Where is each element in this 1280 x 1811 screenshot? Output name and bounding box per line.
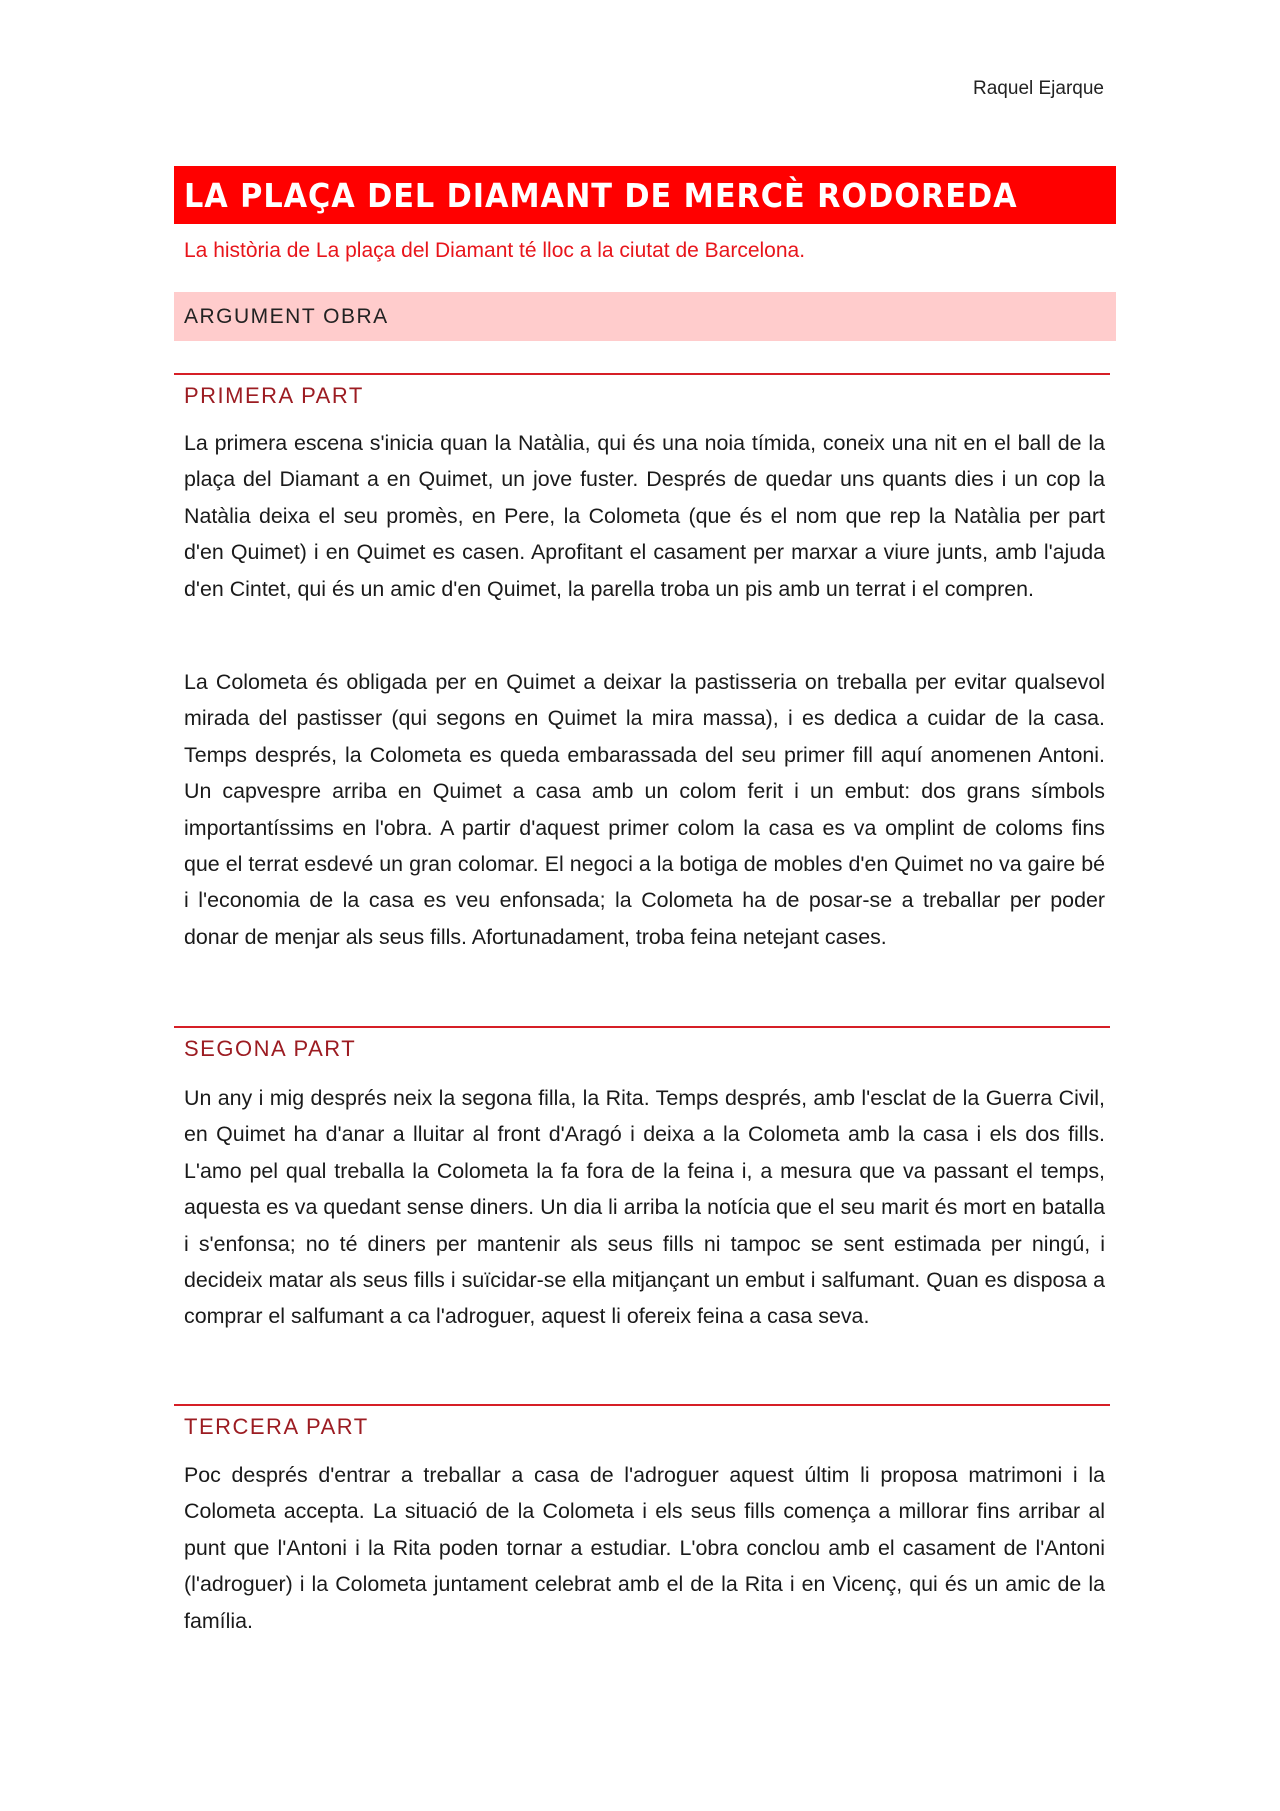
title-banner	[174, 166, 1116, 224]
document-title: LA PLAÇA DEL DIAMANT DE MERCÈ RODOREDA	[184, 175, 1018, 215]
section-heading-tercera	[174, 1404, 1110, 1440]
paragraph-tercera-1: Poc després d'entrar a treballar a casa de l'adroguer aquest últim li proposa matrimoni i la Colometa accepta. La situació de la Colometa i els seus fills comença a millorar fins arribar al punt que l'Antoni i la Rita poden tornar a estudiar. L'obra conclou amb el casament de l'Antoni (l'adroguer) i la Colometa juntament celebrat amb el de la Rita i en Vicenç, qui és un amic de la família.	[184, 1463, 1105, 1633]
argument-heading: ARGUMENT OBRA	[184, 304, 389, 328]
section-heading-segona	[174, 1026, 1110, 1062]
section-heading-primera	[174, 373, 1110, 409]
section-heading-label: PRIMERA PART	[184, 383, 364, 408]
subtitle: La història de La plaça del Diamant té lloc a la ciutat de Barcelona.	[184, 239, 806, 262]
argument-heading-band	[174, 292, 1116, 341]
paragraph-primera-1: La primera escena s'inicia quan la Natàlia, qui és una noia tímida, coneix una nit en el ball de la plaça del Diamant a en Quimet, un jove fuster. Després de quedar uns quants dies i un cop la Natàlia deixa el seu promès, en Pere, la Colometa (que és el nom que rep la Natàlia per part d'en Quimet) i en Quimet es casen. Aprofitant el casament per marxar a viure junts, amb l'ajuda d'en Cintet, qui és un amic d'en Quimet, la parella troba un pis amb un terrat i el compren.	[184, 431, 1105, 601]
section-heading-label: SEGONA PART	[184, 1036, 357, 1061]
paragraph-primera-2: La Colometa és obligada per en Quimet a deixar la pastisseria on treballa per evitar qualsevol mirada del pastisser (qui segons en Quimet la mira massa), i es dedica a cuidar de la casa. Temps després, la Colometa es queda embarassada del seu primer fill aquí anomenen Antoni. Un capvespre arriba en Quimet a casa amb un colom ferit i un embut: dos grans símbols importantíssims en l'obra. A partir d'aquest primer colom la casa es va omplint de coloms fins que el terrat esdevé un gran colomar. El negoci a la botiga de mobles d'en Quimet no va gaire bé i l'economia de la casa es veu enfonsada; la Colometa ha de posar-se a treballar per poder donar de menjar als seus fills. Afortunadament, troba feina netejant cases.	[184, 670, 1105, 949]
paragraph-segona-1: Un any i mig després neix la segona filla, la Rita. Temps després, amb l'esclat de la Guerra Civil, en Quimet ha d'anar a lluitar al front d'Aragó i deixa a la Colometa amb la casa i els dos fills. L'amo pel qual treballa la Colometa la fa fora de la feina i, a mesura que va passant el temps, aquesta es va quedant sense diners. Un dia li arriba la notícia que el seu marit és mort en batalla i s'enfonsa; no té diners per mantenir als seus fills ni tampoc se sent estimada per ningú, i decideix matar als seus fills i suïcidar-se ella mitjançant un embut i salfumant. Quan es disposa a comprar el salfumant a ca l'adroguer, aquest li ofereix feina a casa seva.	[184, 1086, 1105, 1329]
header-author: Raquel Ejarque	[973, 78, 1104, 99]
section-heading-label: TERCERA PART	[184, 1414, 369, 1439]
